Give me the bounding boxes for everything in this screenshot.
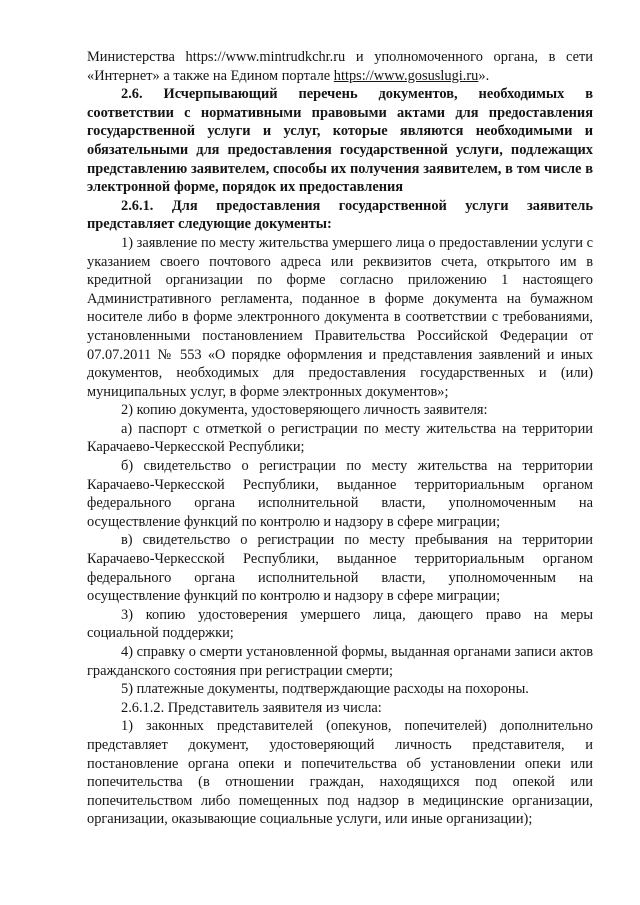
intro-paragraph xyxy=(87,48,593,85)
list-item-2b: б) свидетельство о регистрации по месту жительства на территории Карачаево-Черкесской Республики, выданное территориальным органом федерального органа исполнительной власти, уполномоченным на осуществление функций по контролю и надзору в сфере миграции; xyxy=(87,458,593,530)
intro-text: Министерства https://www.mintrudkchr.ru и уполномоченного органа, в сети «Интернет» а также на Едином портале xyxy=(87,49,593,84)
intro-text-end: ». xyxy=(478,67,490,84)
list-item-2a: а) паспорт с отметкой о регистрации по месту жительства на территории Карачаево-Черкесской Республики; xyxy=(87,420,593,456)
section-2-6-1-heading: 2.6.1. Для предоставления государственной услуги заявитель представляет следующие документы: xyxy=(87,197,593,233)
list-item-2v: в) свидетельство о регистрации по месту пребывания на территории Карачаево-Черкесской Республики, выданное территориальным органом федерального органа исполнительной власти, уполномоченным на осуществление функций по контролю и надзору в сфере миграции; xyxy=(87,532,593,605)
representative-item-1: 1) законных представителей (опекунов, попечителей) дополнительно представляет документ, удостоверяющий личность представителя, и постановление органа опеки и попечительства об установлении опеки или попечительства (в отношении граждан, находящихся под опекой или попечительством либо помещенных под надзор в медицинские организации, организации, оказывающие социальные услуги, или иные организации); xyxy=(87,718,593,828)
list-item-5: 5) платежные документы, подтверждающие расходы на похороны. xyxy=(121,681,529,698)
list-item-4: 4) справку о смерти установленной формы, выданная органами записи актов гражданского состояния при регистрации смерти; xyxy=(87,644,593,679)
list-item-2: 2) копию документа, удостоверяющего личность заявителя: xyxy=(121,402,488,419)
list-item-1: 1) заявление по месту жительства умершего лица о предоставлении услуги с указанием своего почтового адреса или реквизитов счета, открытого им в кредитной организации по форме согласно приложению 1 настоящего Административного регламента, поданное в форме документа на бумажном носителе либо в форме электронного документа в соответствии с требованиями, установленными постановлением Правительства Российской Федерации от 07.07.2011 № 553 «О порядке оформления и представления заявлений и иных документов, необходимых для предоставления государственных и (или) муниципальных услуг, в форме электронных документов»; xyxy=(87,234,593,400)
gosuslugi-link[interactable]: https://www.gosuslugi.ru xyxy=(333,67,479,84)
section-2-6-1-2-heading: 2.6.1.2. Представитель заявителя из числа: xyxy=(121,699,382,716)
section-2-6-heading: 2.6. Исчерпывающий перечень документов, необходимых в соответствии с нормативными правовыми актами для предоставления государственной услуги и услуг, которые являются необходимыми и обязательными для предоставления государственной услуги, подлежащих представлению заявителем, способы их получения заявителем, в том числе в электронной форме, порядок их предоставления xyxy=(87,86,593,196)
list-item-3: 3) копию удостоверения умершего лица, дающего право на меры социальной поддержки; xyxy=(87,606,593,642)
